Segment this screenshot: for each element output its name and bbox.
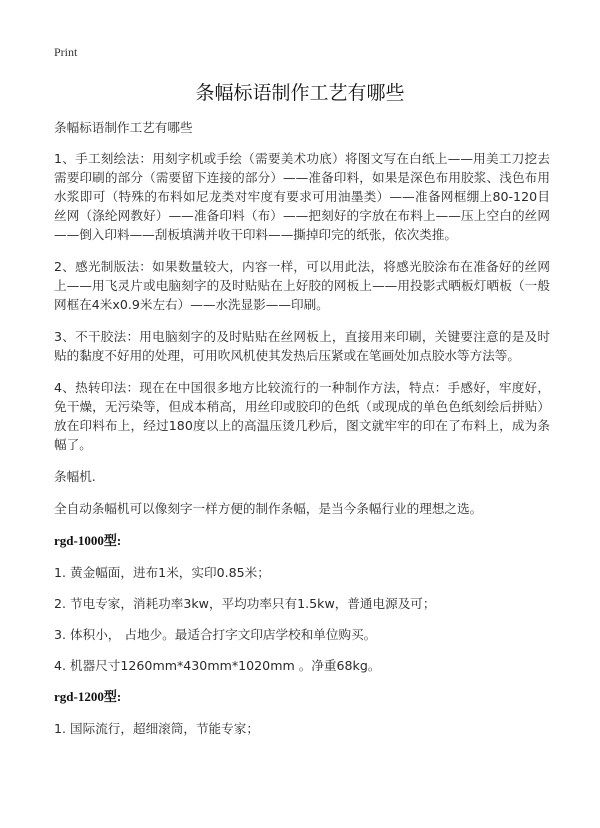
model-feature: 3. 体积小， 占地少。最适合打字文印店学校和单位购买。	[54, 627, 377, 642]
model-feature: 1. 黄金幅面，进布1米，实印0.85米；	[54, 565, 270, 580]
machine-intro: 全自动条幅机可以像刻字一样方便的制作条幅，是当今条幅行业的理想之选。	[54, 501, 483, 516]
document-subtitle: 条幅标语制作工艺有哪些	[54, 120, 193, 135]
model-feature: 4. 机器尺寸1260mm*430mm*1020mm 。净重68kg。	[54, 658, 381, 673]
document-body	[54, 118, 550, 750]
method-paragraph-2: 2、感光制版法：如果数量较大，内容一样，可以用此法，将感光胶涂布在准备好的丝网上——用飞灵片或电脑刻字的及时贴贴在上好胶的网板上——用投影式晒板灯晒板（一般网框在4米x0.9米左右）——水洗显影——印刷。	[54, 259, 550, 312]
model-heading-rgd-1200: rgd-1200型:	[54, 689, 122, 704]
print-label: Print	[54, 45, 78, 59]
model-feature: 1. 国际流行，超细滚筒，节能专家；	[54, 721, 259, 736]
method-paragraph-1: 1、手工刻绘法：用刻字机或手绘（需要美术功底）将图文写在白纸上——用美工刀挖去需要印刷的部分（需要留下连接的部分）——准备印料，如果是深色布用胶浆、浅色布用水浆即可（特殊的布料如尼龙类对牢度有要求可用油墨类）——准备网框绷上80-120目丝网（涤纶网教好）——准备印料（布）——把刻好的字放在布料上——压上空白的丝网——倒入印料——刮板填满并收干印料——撕掉印完的纸张，依次类推。	[54, 151, 550, 242]
method-paragraph-3: 3、不干胶法：用电脑刻字的及时贴贴在丝网板上，直接用来印刷，关键要注意的是及时贴的黏度不好用的处理，可用吹风机使其发热后压紧或在笔画处加点胶水等方法等。	[54, 329, 550, 363]
page-title: 条幅标语制作工艺有哪些	[195, 82, 405, 104]
model-heading-rgd-1000: rgd-1000型:	[54, 533, 122, 548]
method-paragraph-4: 4、热转印法：现在在中国很多地方比较流行的一种制作方法，特点：手感好，牢度好，免干燥，无污染等，但成本稍高，用丝印或胶印的色纸（或现成的单色色纸刻绘后拼贴）放在印料布上，经过180度以上的高温压烫几秒后，图文就牢牢的印在了布料上，成为条幅了。	[54, 380, 550, 452]
model-feature: 2. 节电专家，消耗功率3kw，平均功率只有1.5kw，普通电源及可；	[54, 596, 436, 611]
machine-heading: 条幅机.	[54, 469, 96, 484]
